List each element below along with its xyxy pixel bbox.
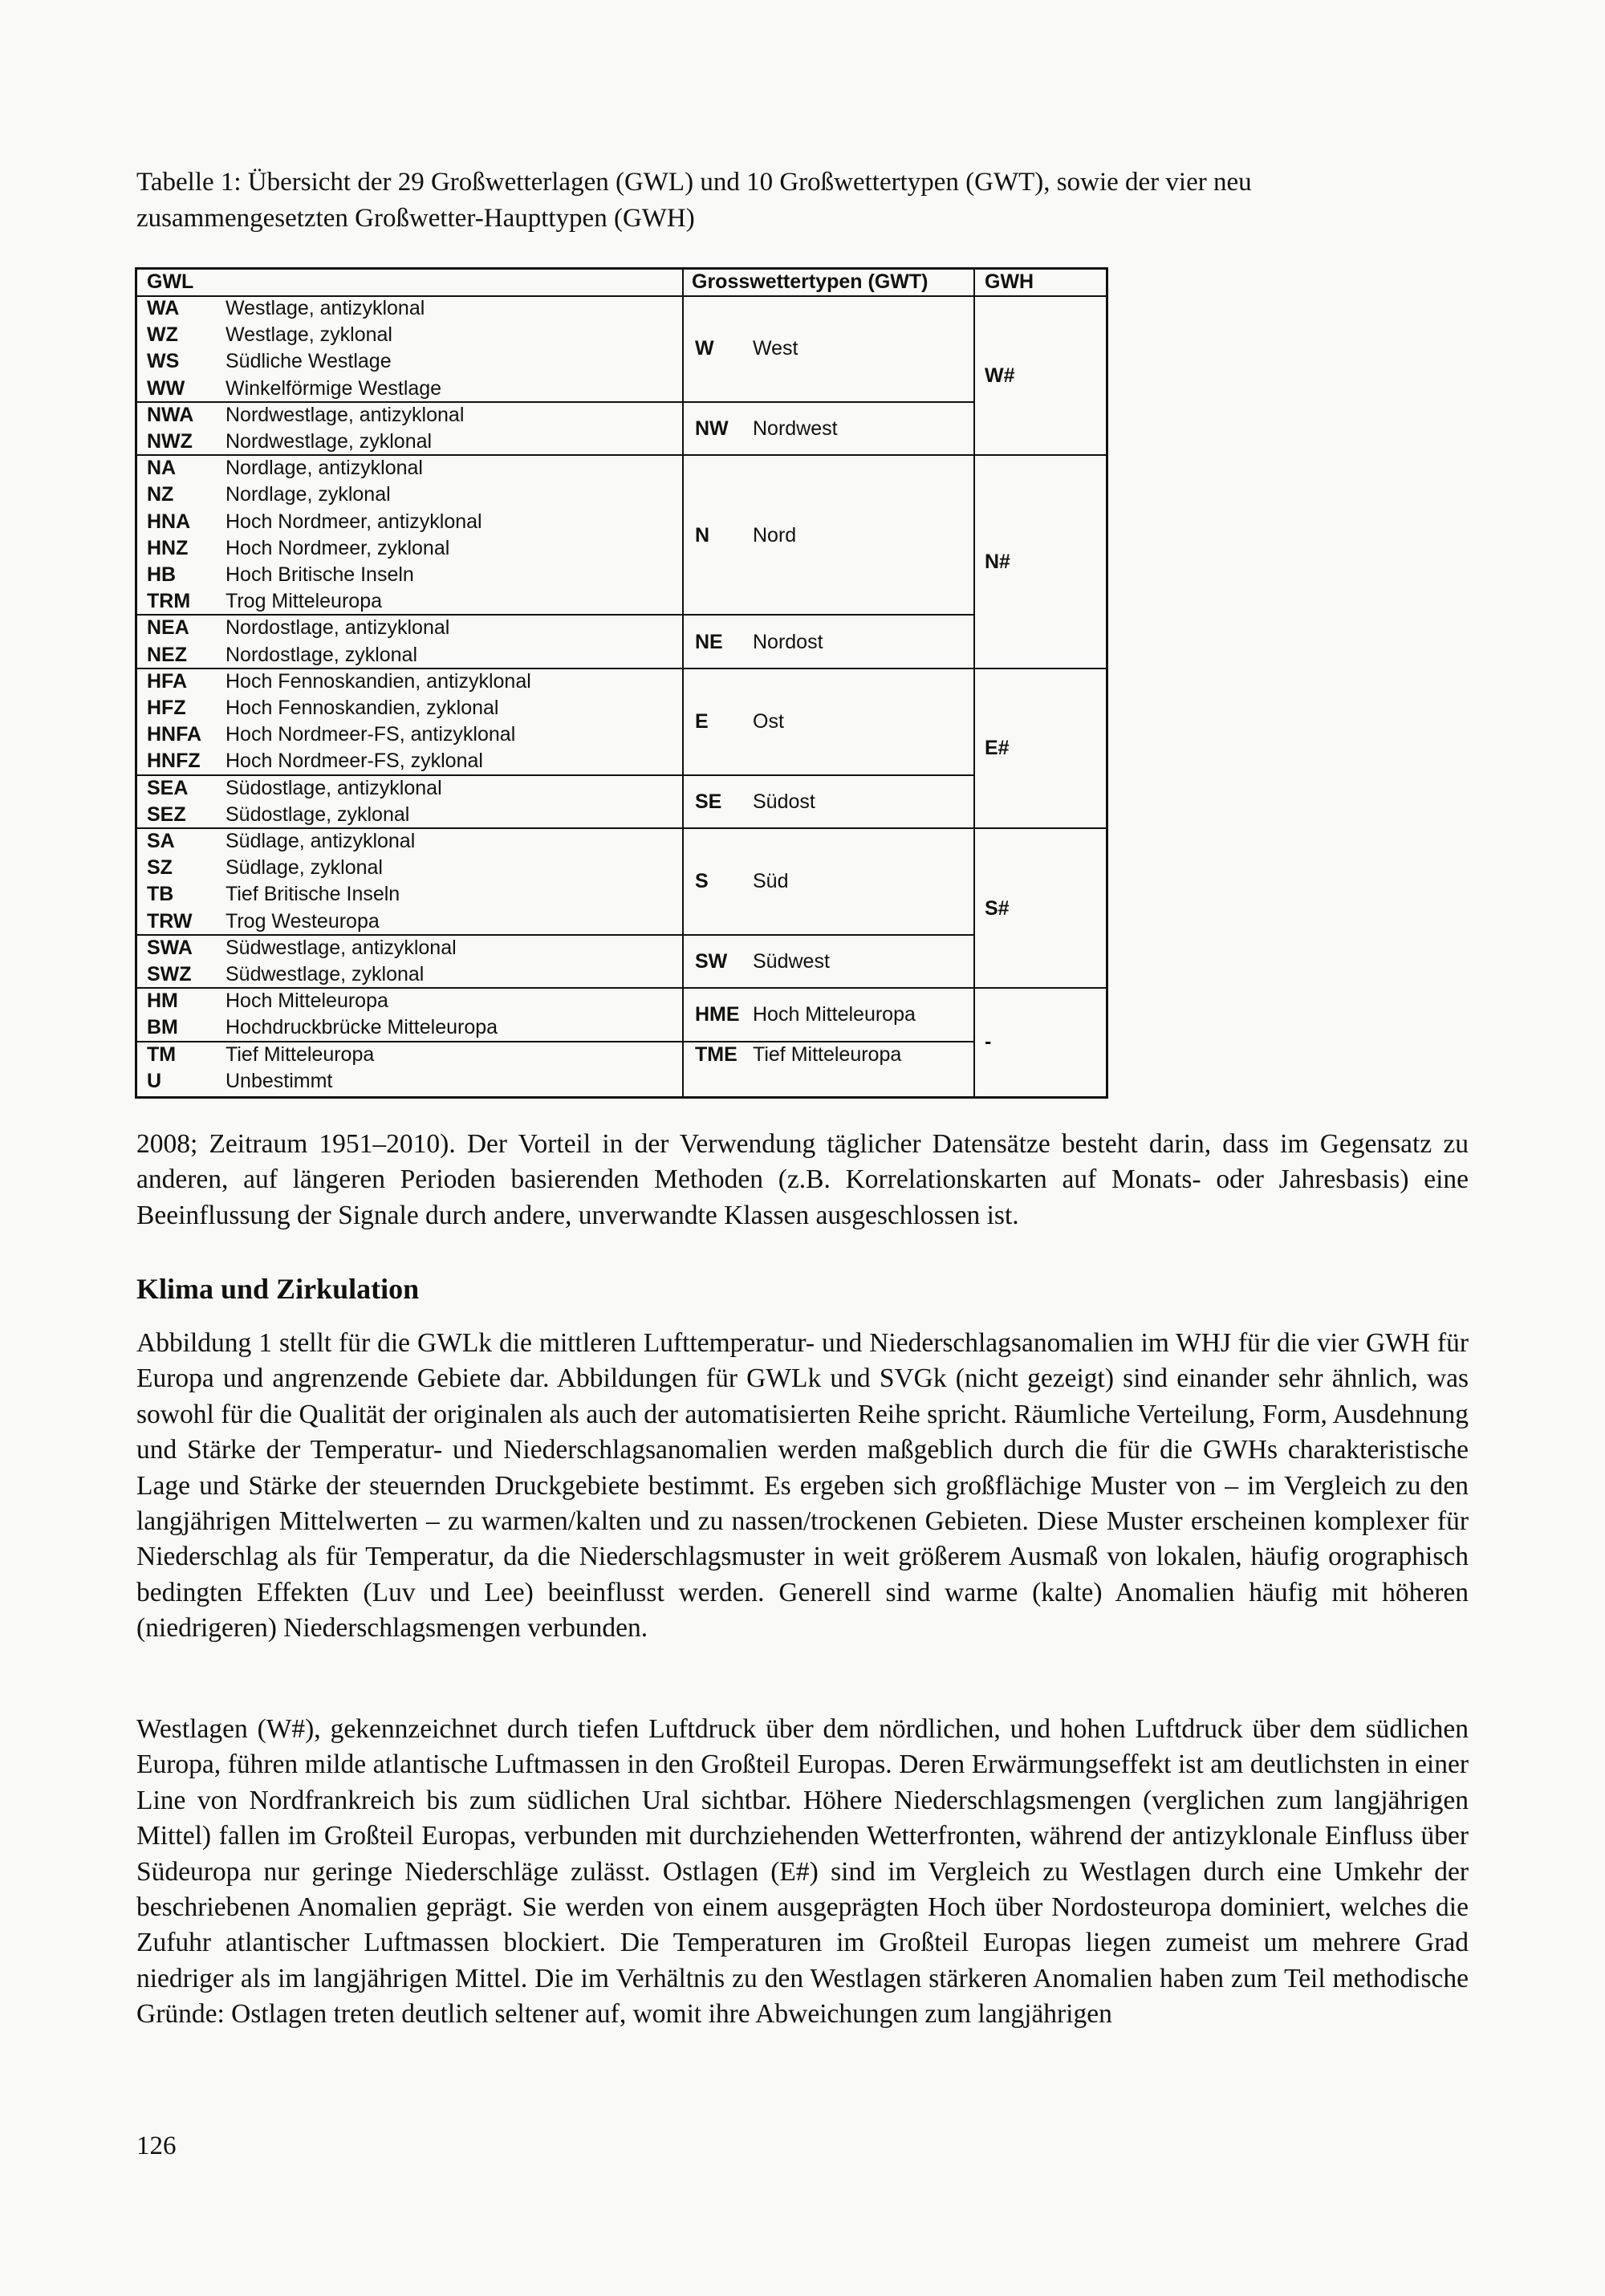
- gwt-code: S: [695, 870, 709, 893]
- gwt-name: Südost: [753, 790, 815, 813]
- gwl-name: Hoch Britische Inseln: [226, 563, 414, 586]
- gwl-group-divider: [137, 934, 973, 936]
- header-gwt: Grosswettertypen (GWT): [692, 270, 928, 293]
- gwl-name: Südliche Westlage: [226, 350, 392, 373]
- gwl-group-divider: [137, 827, 973, 829]
- gwl-name: Tief Mitteleuropa: [226, 1042, 375, 1066]
- gwl-code: NWZ: [147, 430, 193, 453]
- page-number: 126: [136, 2131, 177, 2160]
- gwl-code: WW: [147, 376, 185, 400]
- gwl-name: Westlage, antizyklonal: [226, 297, 425, 319]
- gwl-name: Hoch Nordmeer-FS, zyklonal: [226, 750, 483, 773]
- gwl-name: Südlage, antizyklonal: [226, 830, 416, 852]
- gwl-code: HM: [147, 990, 178, 1013]
- gwl-name: Hoch Fennoskandien, antizyklonal: [226, 669, 531, 693]
- gwt-code: NE: [695, 630, 723, 653]
- gwl-code: WA: [147, 297, 180, 319]
- gwt-name: Süd: [753, 870, 789, 893]
- gwl-name: Nordwestlage, antizyklonal: [226, 403, 465, 426]
- gwl-group-divider: [137, 454, 973, 456]
- header-gwh: GWH: [985, 270, 1034, 293]
- gwl-code: NA: [147, 457, 177, 480]
- gwt-code: SE: [695, 790, 722, 813]
- gwl-code: SA: [147, 830, 175, 852]
- gwl-group-divider: [137, 614, 973, 616]
- gwl-code: HFZ: [147, 697, 186, 719]
- gwt-code: E: [695, 710, 709, 734]
- gwl-group-divider: [137, 668, 973, 669]
- column-divider-gwh: [973, 270, 975, 1096]
- gwl-code: NWA: [147, 403, 194, 426]
- gwt-name: Tief Mitteleuropa: [753, 1043, 902, 1067]
- gwh-group-divider: [973, 827, 1106, 829]
- gwl-name: Hoch Fennoskandien, zyklonal: [226, 697, 499, 719]
- gwh-code: E#: [985, 737, 1010, 760]
- gwl-code: HB: [147, 563, 177, 586]
- paragraph-3: Westlagen (W#), gekennzeichnet durch tiefen Luftdruck über dem nördlichen, und hohen Luftdruck über dem südlichen Europa, führen milde atlantische Luftmassen in den Großteil Europas. Deren Erwärmungseffekt ist am deutlichsten in einer Line von Nordfrankreich bis zum südlichen Ural sichtbar. Höhere Niederschlagsmengen (verglichen zum langjährigen Mittel) fallen im Großteil Europas, verbunden mit durchziehenden Wetterfronten, während der antizyklonale Einfluss über Südeuropa nur geringe Niederschläge zulässt. Ostlagen (E#) sind im Vergleich zu Westlagen durch eine Umkehr der beschriebenen Anomalien geprägt. Sie werden von einem ausgeprägten Hoch über Nordosteuropa dominiert, welches die Zufuhr atlantischer Luftmassen blockiert. Die Temperaturen im Großteil Europas liegen zumeist um mehrere Grad niedriger als im langjährigen Mittel. Die im Verhältnis zu den Westlagen stärkeren Anomalien haben zum Teil methodische Gründe: Ostlagen treten deutlich seltener auf, womit ihre Abweichungen zum langjährigen: [136, 1714, 1469, 2030]
- gwl-name: Hoch Nordmeer, zyklonal: [226, 536, 450, 559]
- gwl-code: SWZ: [147, 963, 192, 985]
- gwt-name: Hoch Mitteleuropa: [753, 1003, 916, 1026]
- gwl-code: HNFA: [147, 723, 202, 746]
- gwl-code: HNZ: [147, 536, 189, 559]
- gwl-code: SWA: [147, 936, 193, 959]
- gwh-code: W#: [985, 364, 1015, 387]
- gwl-code: U: [147, 1069, 162, 1092]
- gwt-code: W: [695, 337, 714, 360]
- gwl-code: TRM: [147, 590, 191, 613]
- gwl-name: Nordwestlage, zyklonal: [226, 430, 433, 453]
- section-heading: Klima und Zirkulation: [136, 1273, 420, 1305]
- column-divider-gwt: [682, 270, 684, 1096]
- gwl-code: HNFZ: [147, 750, 201, 773]
- gwl-code: TM: [147, 1042, 177, 1066]
- gwl-code: WZ: [147, 323, 178, 347]
- gwl-code: SEZ: [147, 803, 186, 826]
- gwl-code: HNA: [147, 510, 191, 533]
- gwl-code: TB: [147, 883, 174, 906]
- gwl-name: Unbestimmt: [226, 1069, 333, 1092]
- gwh-code: N#: [985, 551, 1010, 573]
- gwl-name: Südostlage, zyklonal: [226, 803, 410, 826]
- gwt-name: Nord: [753, 523, 797, 547]
- gwh-group-divider: [973, 987, 1106, 989]
- gwt-code: TME: [695, 1043, 737, 1067]
- gwl-name: Nordlage, zyklonal: [226, 483, 391, 506]
- gwl-name: Winkelförmige Westlage: [226, 376, 442, 400]
- gwl-code: TRW: [147, 909, 193, 933]
- table-caption: Tabelle 1: Übersicht der 29 Großwetterlagen (GWL) und 10 Großwettertypen (GWT), sowie der vier neu zusammengesetzten Großwetter-Haupttypen (GWH): [136, 168, 1252, 233]
- paragraph-1: 2008; Zeitraum 1951–2010). Der Vorteil in der Verwendung täglicher Datensätze besteht darin, dass im Gegensatz zu anderen, auf längeren Perioden basierenden Methoden (z.B. Korrelationskarten auf Monats- oder Jahresbasis) eine Beeinflussung der Signale durch andere, unverwandte Klassen ausgeschlossen ist.: [136, 1129, 1469, 1230]
- gwl-group-divider: [137, 401, 973, 403]
- gwl-name: Südwestlage, zyklonal: [226, 963, 425, 985]
- gwl-group-divider: [137, 987, 973, 989]
- gwl-name: Hoch Nordmeer-FS, antizyklonal: [226, 723, 516, 746]
- gwl-name: Hoch Mitteleuropa: [226, 990, 388, 1013]
- gwh-code: -: [985, 1030, 992, 1053]
- gwt-name: Nordost: [753, 630, 823, 653]
- gwl-name: Südlage, zyklonal: [226, 856, 383, 880]
- gwt-name: West: [753, 337, 798, 360]
- gwl-name: Trog Westeuropa: [226, 909, 380, 933]
- gwl-name: Trog Mitteleuropa: [226, 590, 382, 613]
- gwl-name: Westlage, zyklonal: [226, 323, 392, 347]
- gwl-code: NEZ: [147, 643, 187, 666]
- gwl-code: NEA: [147, 616, 189, 640]
- gwl-name: Südostlage, antizyklonal: [226, 776, 442, 799]
- gwl-code: NZ: [147, 483, 174, 506]
- gwl-code: BM: [147, 1016, 178, 1039]
- gwt-name: Nordwest: [753, 417, 838, 440]
- gwl-table: [135, 267, 1108, 1099]
- gwl-name: Nordostlage, zyklonal: [226, 643, 418, 666]
- gwl-code: SZ: [147, 856, 173, 880]
- gwl-name: Hochdruckbrücke Mitteleuropa: [226, 1016, 498, 1039]
- gwh-group-divider: [973, 454, 1106, 456]
- gwl-name: Tief Britische Inseln: [226, 883, 400, 906]
- gwl-name: Nordostlage, antizyklonal: [226, 616, 450, 640]
- gwl-code: WS: [147, 350, 180, 373]
- gwl-group-divider: [137, 774, 973, 776]
- gwt-code: NW: [695, 417, 729, 440]
- header-gwl: GWL: [147, 270, 194, 293]
- gwt-name: Ost: [753, 710, 784, 734]
- gwl-name: Nordlage, antizyklonal: [226, 457, 423, 480]
- gwt-code: SW: [695, 950, 728, 973]
- gwt-code: HME: [695, 1003, 740, 1026]
- gwt-code: N: [695, 523, 710, 547]
- gwl-name: Hoch Nordmeer, antizyklonal: [226, 510, 482, 533]
- gwl-name: Südwestlage, antizyklonal: [226, 936, 457, 959]
- gwl-code: HFA: [147, 669, 187, 693]
- paragraph-2: Abbildung 1 stellt für die GWLk die mittleren Lufttemperatur- und Niederschlagsanomalien im WHJ für die vier GWH für Europa und angrenzende Gebiete dar. Abbildungen für GWLk und SVGk (nicht gezeigt) sind einander sehr ähnlich, was sowohl für die Qualität der originalen als auch der automatisierten Reihe spricht. Räumliche Verteilung, Form, Ausdehnung und Stärke der Temperatur- und Niederschlagsanomalien werden maßgeblich durch die für die GWHs charakteristische Lage und Stärke der steuernden Druckgebiete bestimmt. Es ergeben sich großflächige Muster von – im Vergleich zu den langjährigen Mittelwerten – zu warmen/kalten und zu nassen/trockenen Gebieten. Diese Muster erscheinen komplexer für Niederschlag als für Temperatur, da die Niederschlagsmuster in weit größerem Ausmaß von lokalen, häufig orographisch bedingten Effekten (Luv und Lee) beeinflusst werden. Generell sind warme (kalte) Anomalien häufig mit höheren (niedrigeren) Niederschlagsmengen verbunden.: [136, 1328, 1469, 1644]
- gwl-code: SEA: [147, 776, 189, 799]
- gwt-name: Südwest: [753, 950, 830, 973]
- gwh-code: S#: [985, 896, 1010, 920]
- gwh-group-divider: [973, 668, 1106, 669]
